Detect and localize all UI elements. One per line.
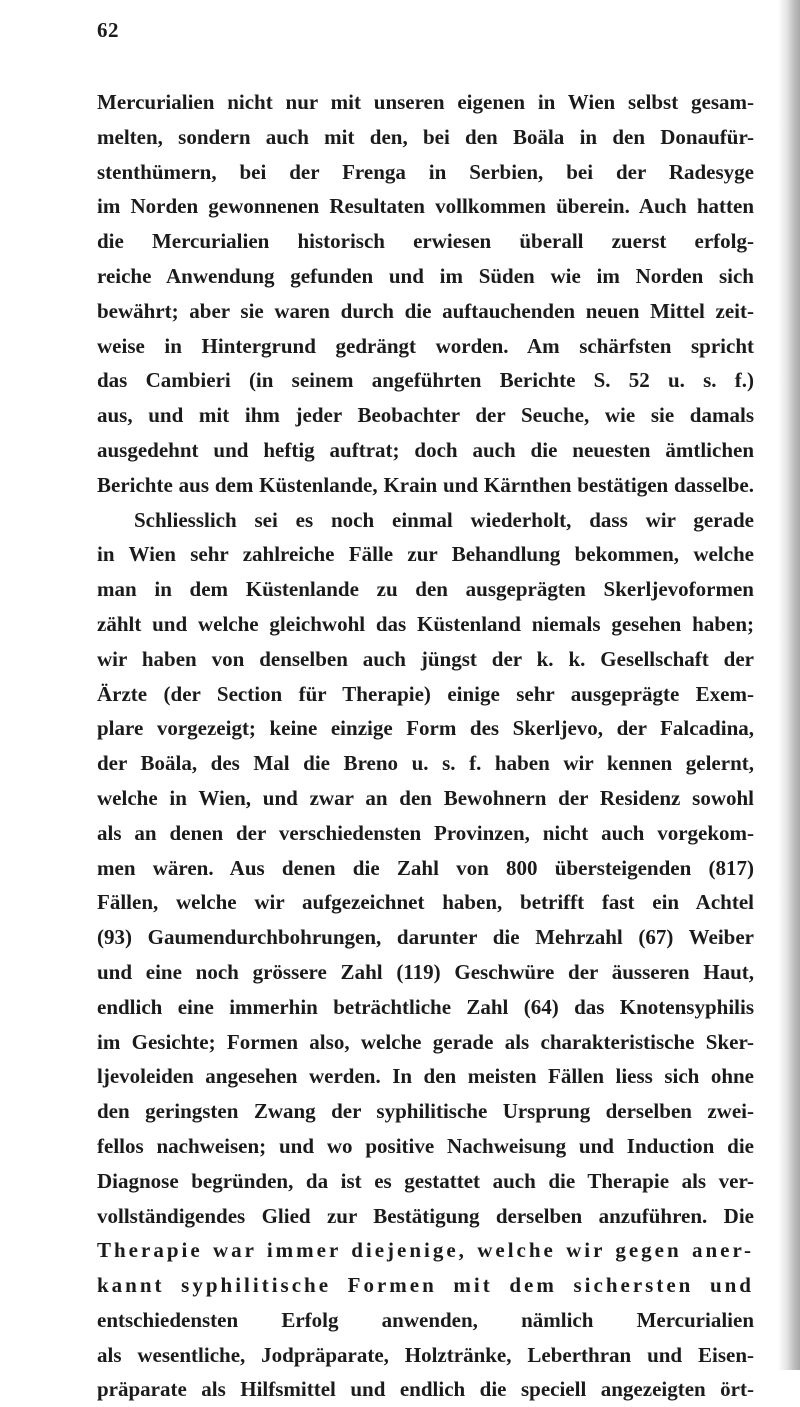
text-line: den geringsten Zwang der syphilitische Ursprung derselben zwei- xyxy=(97,1099,754,1124)
text-line: Berichte aus dem Küstenlande, Krain und Kärnthen bestätigen dasselbe. xyxy=(97,472,754,497)
page-edge-shadow xyxy=(778,0,800,1370)
text-line: und eine noch grössere Zahl (119) Geschwüre der äusseren Haut, xyxy=(97,959,754,984)
text-line: präparate als Hilfsmittel und endlich die speciell angezeigten ört- xyxy=(97,1377,754,1402)
text-line: als an denen der verschiedensten Provinzen, nicht auch vorgekom- xyxy=(97,820,754,845)
text-line: Fällen, welche wir aufgezeichnet haben, betrifft fast ein Achtel xyxy=(97,890,754,915)
text-line: welche in Wien, und zwar an den Bewohnern der Residenz sowohl xyxy=(97,785,754,810)
text-line: weise in Hintergrund gedrängt worden. Am schärfsten spricht xyxy=(97,333,754,358)
text-line: men wären. Aus denen die Zahl von 800 übersteigenden (817) xyxy=(97,855,754,880)
page-number: 62 xyxy=(97,18,119,42)
text-line: Ärzte (der Section für Therapie) einige sehr ausgeprägte Exem- xyxy=(97,681,754,706)
text-line: man in dem Küstenlande zu den ausgeprägten Skerljevoformen xyxy=(97,577,754,602)
text-line: das Cambieri (in seinem angeführten Berichte S. 52 u. s. f.) xyxy=(97,368,754,393)
text-line: vollständigendes Glied zur Bestätigung derselben anzuführen. Die xyxy=(97,1203,754,1228)
text-line: melten, sondern auch mit den, bei den Boäla in den Donaufür- xyxy=(97,124,754,149)
text-line: stenthümern, bei der Frenga in Serbien, bei der Radesyge xyxy=(97,159,754,184)
text-line: fellos nachweisen; und wo positive Nachweisung und Induction die xyxy=(97,1133,754,1158)
text-line: der Boäla, des Mal die Breno u. s. f. haben wir kennen gelernt, xyxy=(97,751,754,776)
text-line: in Wien sehr zahlreiche Fälle zur Behandlung bekommen, welche xyxy=(97,542,754,567)
text-line: ausgedehnt und heftig auftrat; doch auch die neuesten ämtlichen xyxy=(97,437,754,462)
text-line: wir haben von denselben auch jüngst der k. k. Gesellschaft der xyxy=(97,646,754,671)
text-line: Therapie war immer diejenige, welche wir gegen aner- xyxy=(97,1238,754,1263)
text-line: Diagnose begründen, da ist es gestattet auch die Therapie als ver- xyxy=(97,1168,754,1193)
text-line: zählt und welche gleichwohl das Küstenland niemals gesehen haben; xyxy=(97,611,754,636)
text-line: die Mercurialien historisch erwiesen überall zuerst erfolg- xyxy=(97,229,754,254)
text-line: (93) Gaumendurchbohrungen, darunter die Mehrzahl (67) Weiber xyxy=(97,925,754,950)
text-line: im Gesichte; Formen also, welche gerade als charakteristische Sker- xyxy=(97,1029,754,1054)
text-line: endlich eine immerhin beträchtliche Zahl (64) das Knotensyphilis xyxy=(97,994,754,1019)
text-line: plare vorgezeigt; keine einzige Form des Skerljevo, der Falcadina, xyxy=(97,716,754,741)
text-line: im Norden gewonnenen Resultaten vollkommen überein. Auch hatten xyxy=(97,194,754,219)
text-line: reiche Anwendung gefunden und im Süden wie im Norden sich xyxy=(97,263,754,288)
text-line: Schliesslich sei es noch einmal wiederholt, dass wir gerade xyxy=(134,507,754,532)
text-line: Mercurialien nicht nur mit unseren eigenen in Wien selbst gesam- xyxy=(97,90,754,114)
body-text xyxy=(97,85,754,1407)
text-line: kannt syphilitische Formen mit dem sichersten und xyxy=(97,1273,754,1298)
text-line: aus, und mit ihm jeder Beobachter der Seuche, wie sie damals xyxy=(97,403,754,428)
text-line: bewährt; aber sie waren durch die auftauchenden neuen Mittel zeit- xyxy=(97,298,754,323)
text-line: ljevoleiden angesehen werden. In den meisten Fällen liess sich ohne xyxy=(97,1064,754,1089)
text-line: als wesentliche, Jodpräparate, Holztränke, Leberthran und Eisen- xyxy=(97,1342,754,1367)
text-line: entschiedensten Erfolg anwenden, nämlich Mercurialien xyxy=(97,1307,754,1332)
